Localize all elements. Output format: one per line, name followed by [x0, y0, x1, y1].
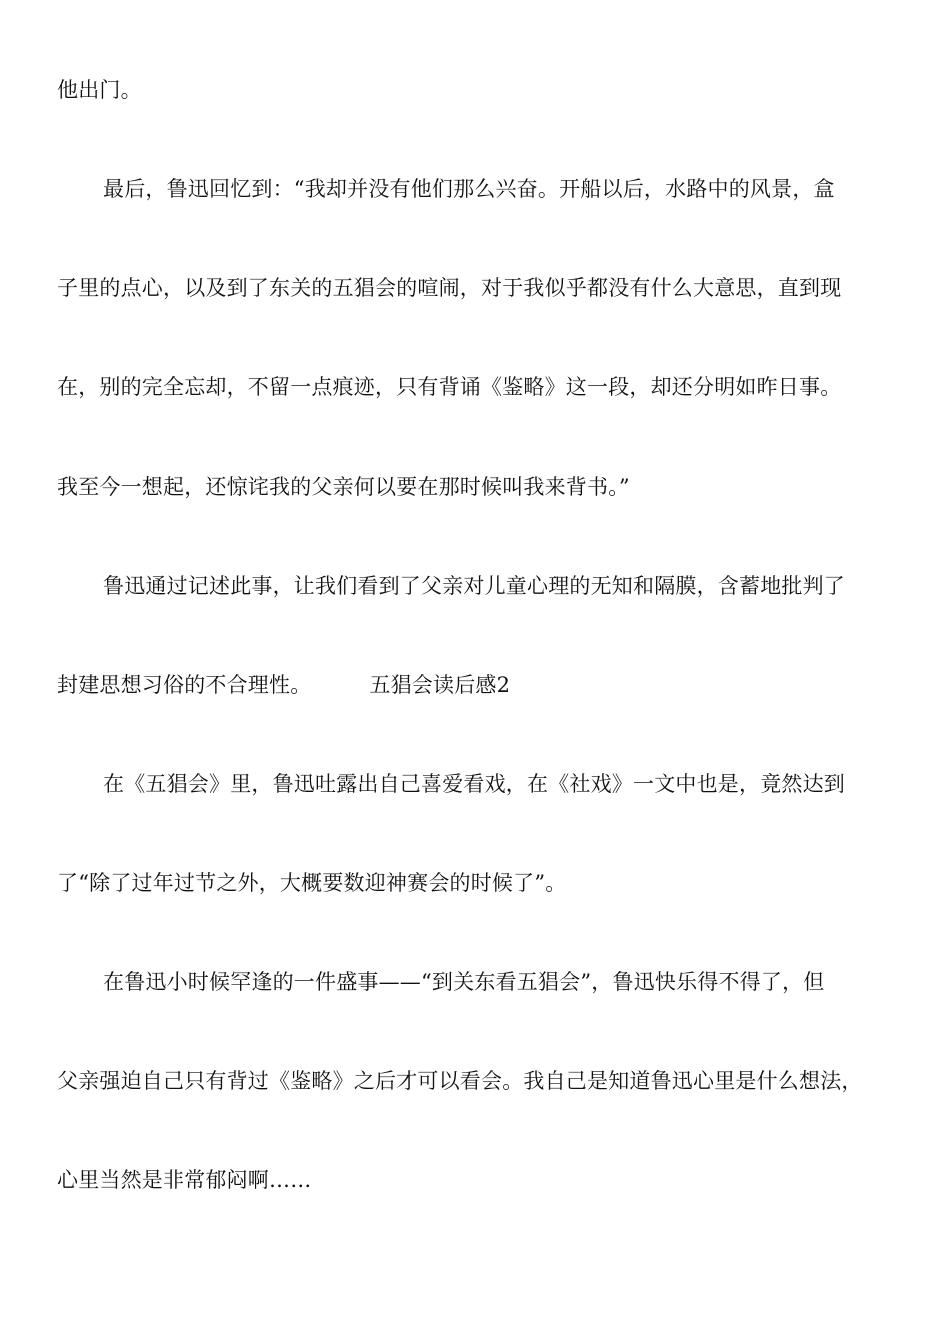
text-line-8: 在《五猖会》里，鲁迅吐露出自己喜爱看戏，在《社戏》一文中也是，竟然达到	[103, 772, 845, 796]
text-line-4: 在，别的完全忘却，不留一点痕迹，只有背诵《鉴略》这一段，却还分明如昨日事。	[57, 375, 842, 399]
text-line-3: 子里的点心，以及到了东关的五猖会的喧闹，对于我似乎都没有什么大意思，直到现	[57, 276, 842, 300]
text-line-11: 父亲强迫自己只有背过《鉴略》之后才可以看会。我自己是知道鲁迅心里是什么想法，	[57, 1069, 863, 1093]
text-line-12: 心里当然是非常郁闷啊……	[57, 1168, 312, 1192]
text-line-9: 了“除了过年过节之外，大概要数迎神赛会的时候了”。	[57, 871, 567, 895]
text-line-2: 最后，鲁迅回忆到：“我却并没有他们那么兴奋。开船以后，水路中的风景，盒	[103, 177, 835, 201]
text-line-5: 我至今一想起，还惊诧我的父亲何以要在那时候叫我来背书。”	[57, 475, 630, 499]
section-title: 五猖会读后感2	[369, 673, 511, 697]
text-line-7	[57, 669, 897, 701]
text-line-10: 在鲁迅小时候罕逢的一件盛事——“到关东看五猖会”，鲁迅快乐得不得了，但	[103, 970, 825, 994]
text-line-1: 他出门。	[57, 78, 142, 102]
text-line-6: 鲁迅通过记述此事，让我们看到了父亲对儿童心理的无知和隔膜，含蓄地批判了	[103, 574, 845, 598]
paragraph-ending: 封建思想习俗的不合理性。	[57, 673, 312, 697]
